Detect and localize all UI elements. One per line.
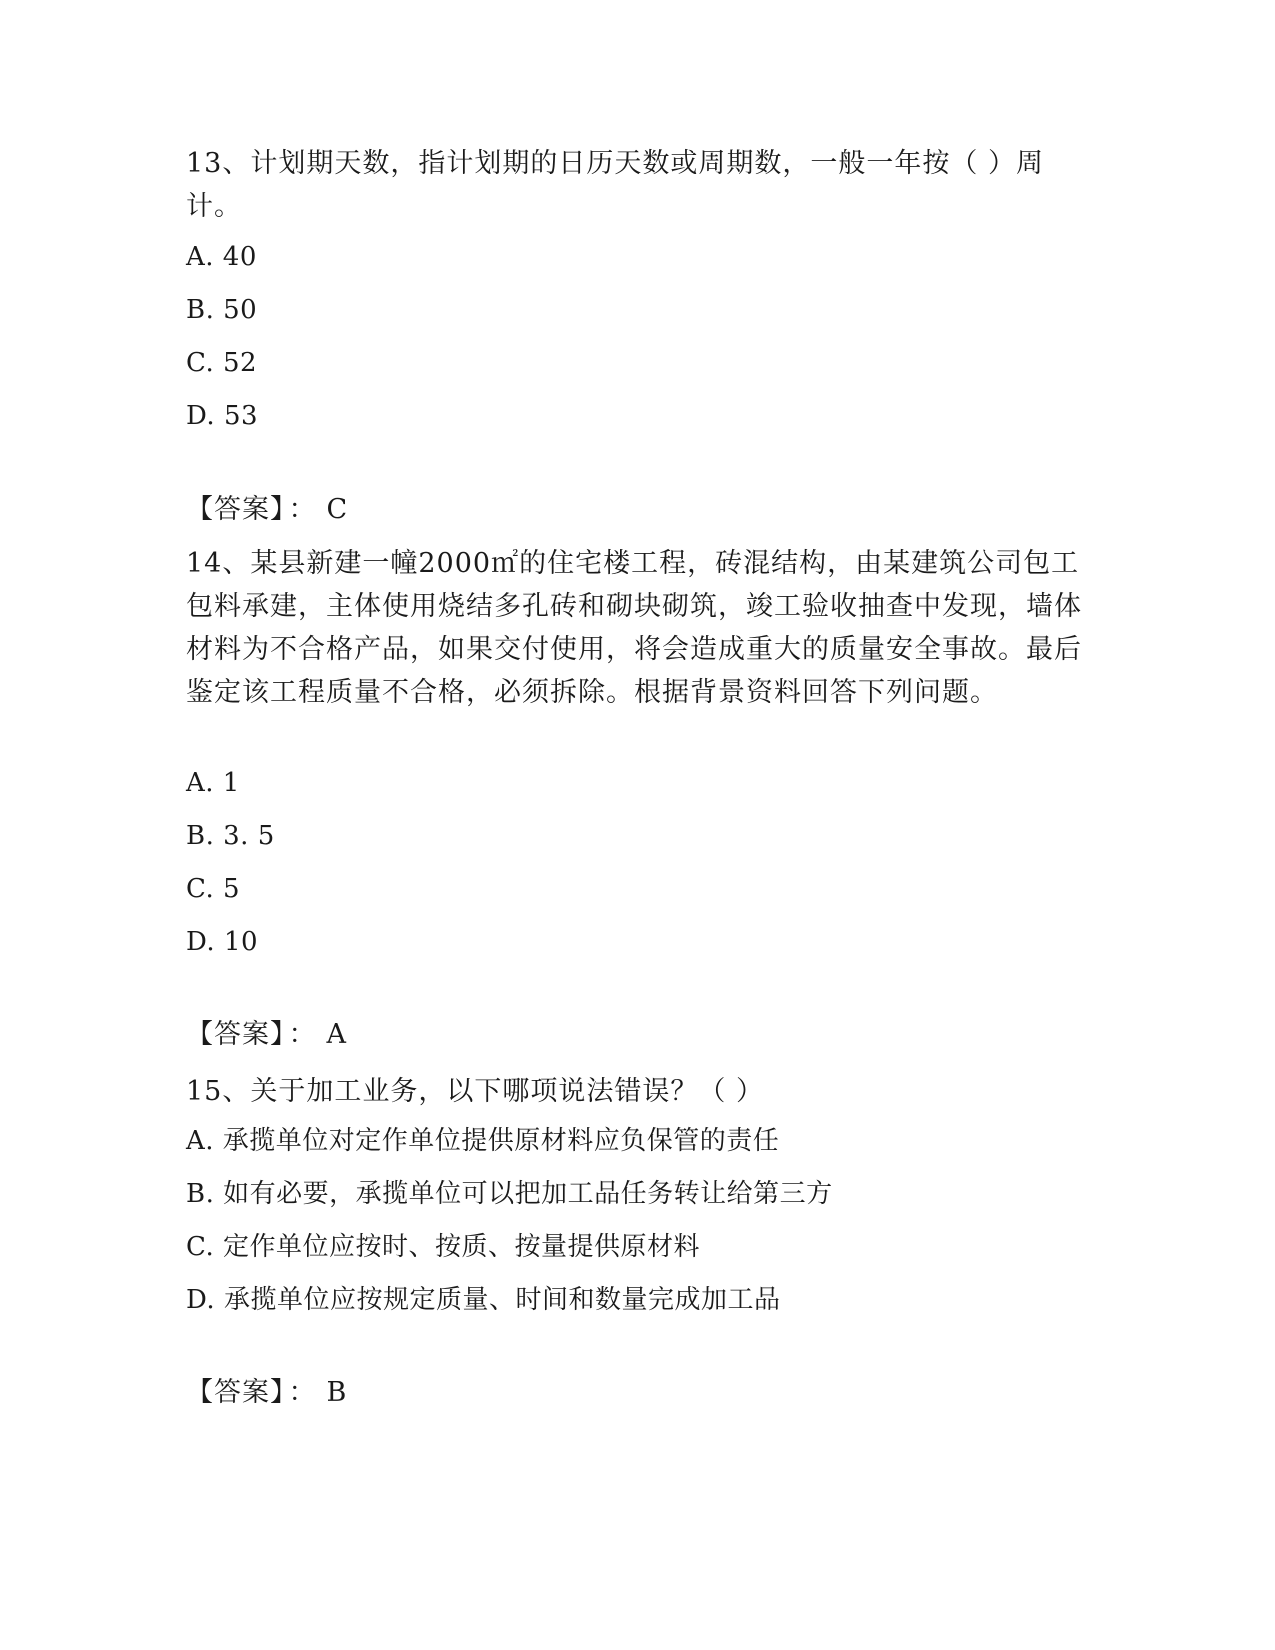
option-c: C. 52 [186, 348, 258, 378]
question-stem: 14、某县新建一幢2000㎡的住宅楼工程，砖混结构，由某建筑公司包工包料承建，主体使用烧结多孔砖和砌块砌筑，竣工验收抽查中发现，墙体材料为不合格产品，如果交付使用，将会造成重大的质量安全事故。最后鉴定该工程质量不合格，必须拆除。根据背景资料回答下列问题。 [186, 548, 1082, 708]
option-b: B. 50 [186, 295, 258, 325]
answer-value: B [326, 1377, 348, 1408]
answer-colon: ： [288, 1377, 317, 1408]
option-d: D. 53 [186, 401, 259, 431]
answer-value: A [326, 1019, 347, 1050]
question-stem: 15、关于加工业务，以下哪项说法错误？（ ） [186, 1076, 764, 1107]
option-b: B. 如有必要，承揽单位可以把加工品任务转让给第三方 [186, 1179, 833, 1209]
answer-label: 【答案】 [186, 1377, 285, 1408]
answer-colon: ： [288, 494, 317, 525]
answer-colon: ： [288, 1019, 317, 1050]
answer-label: 【答案】 [186, 494, 285, 525]
question-14 [186, 542, 1086, 962]
answer-label: 【答案】 [186, 1019, 285, 1050]
option-d: D. 10 [186, 927, 259, 957]
question-13 [186, 142, 1086, 432]
answer-line [186, 493, 348, 527]
option-a: A. 1 [186, 768, 240, 798]
option-d: D. 承揽单位应按规定质量、时间和数量完成加工品 [186, 1285, 781, 1315]
option-c: C. 5 [186, 874, 241, 904]
answer-line [186, 1018, 347, 1052]
answer-value: C [326, 494, 349, 525]
option-b: B. 3. 5 [186, 821, 275, 851]
option-a: A. 承揽单位对定作单位提供原材料应负保管的责任 [186, 1126, 780, 1156]
answer-line [186, 1376, 347, 1410]
option-c: C. 定作单位应按时、按质、按量提供原材料 [186, 1232, 700, 1262]
question-15 [186, 1070, 1086, 1360]
option-a: A. 40 [186, 242, 257, 272]
question-stem: 13、计划期天数，指计划期的日历天数或周期数，一般一年按（ ）周计。 [186, 148, 1044, 222]
